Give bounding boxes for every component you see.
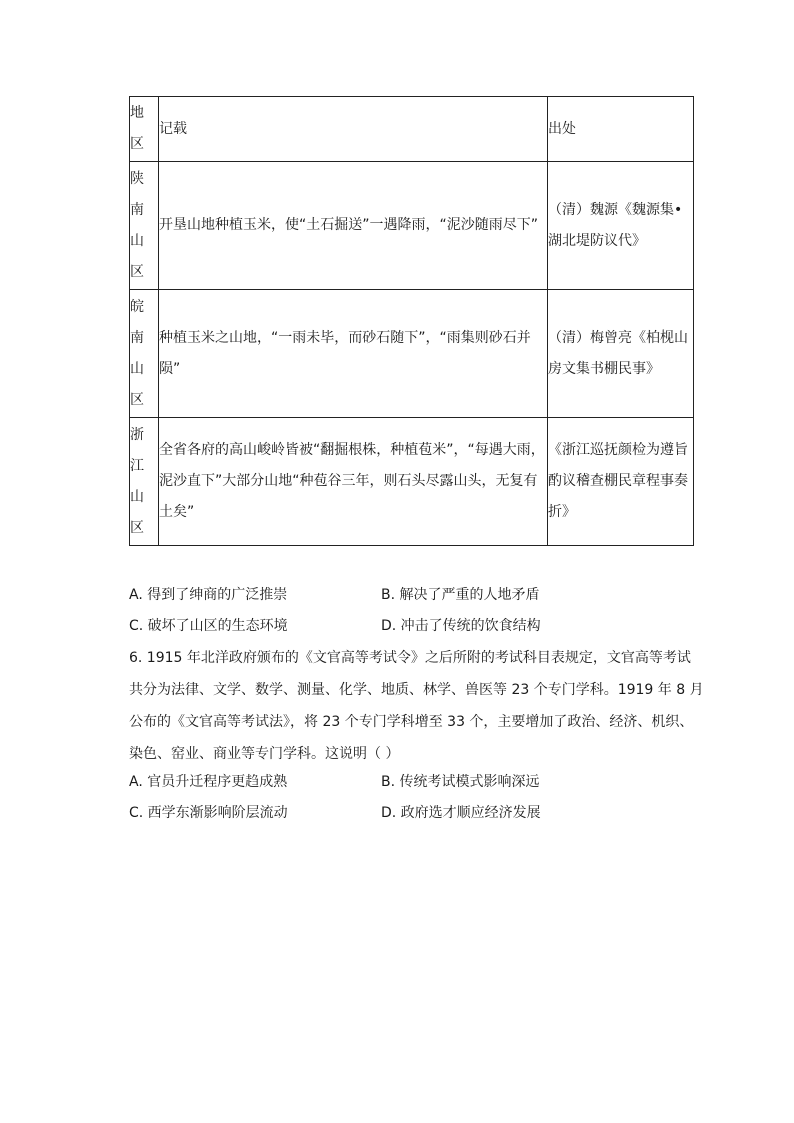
source-cell: 《浙江巡抚颜检为遵旨酌议稽查棚民章程事奏折》 [548,418,694,546]
region-cell [130,290,159,418]
record-text: 种植玉米之山地，“一雨未毕，而砂石随下”，“雨集则砂石并陨” [159,329,531,377]
header-region-char: 区 [130,136,144,152]
source-cell: （清）梅曾亮《柏枧山房文集书棚民事》 [548,290,694,418]
table-row [130,162,694,290]
region-char: 浙 [130,426,144,443]
record-cell [159,418,548,546]
q6-option-a[interactable]: A. 官员升迁程序更趋成熟 [129,774,288,790]
header-source: 出处 [548,97,694,162]
question-6-line: 共分为法律、文学、数学、测量、化学、地质、林学、兽医等 23 个专门学科。1919 年 8 月 [129,682,704,698]
q5-option-c[interactable]: C. 破坏了山区的生态环境 [129,618,288,634]
table-header-row [130,97,694,162]
q6-option-d[interactable]: D. 政府选才顺应经济发展 [381,805,541,821]
table-row [130,290,694,418]
record-text: 开垦山地种植玉米，使“土石掘送”一遇降雨，“泥沙随雨尽下” [159,217,539,233]
region-char: 江 [130,457,144,474]
region-char: 南 [130,201,144,218]
q6-option-c[interactable]: C. 西学东渐影响阶层流动 [129,805,288,821]
header-region [130,97,159,162]
region-char: 山 [130,488,144,505]
header-region-char: 地 [130,105,144,121]
q5-option-d[interactable]: D. 冲击了传统的饮食结构 [381,618,541,634]
source-cell: （清）魏源《魏源集•湖北堤防议代》 [548,162,694,290]
q5-option-a[interactable]: A. 得到了绅商的广泛推崇 [129,587,288,603]
question-6-stem [129,642,704,770]
region-char: 区 [130,519,144,536]
record-text: 全省各府的高山峻岭皆被“翻掘根株，种植苞米”，“每遇大雨，泥沙直下”大部分山地“种苞谷三年，则石头尽露山头，无复有土矣” [159,442,545,520]
question-6-line: 公布的《文官高等考试法》，将 23 个专门学科增至 33 个，主要增加了政治、经济、机织、 [129,714,694,730]
region-char: 区 [130,391,144,408]
q5-option-b[interactable]: B. 解决了严重的人地矛盾 [381,587,540,603]
region-char: 山 [130,232,144,249]
q6-option-b[interactable]: B. 传统考试模式影响深远 [381,774,540,790]
region-char: 南 [130,329,144,346]
region-char: 山 [130,360,144,377]
history-records-table [129,96,694,546]
record-cell [159,290,548,418]
region-cell [130,162,159,290]
region-char: 区 [130,263,144,280]
table-row [130,418,694,546]
record-cell [159,162,548,290]
question-6-line: 6. 1915 年北洋政府颁布的《文官高等考试令》之后所附的考试科目表规定，文官高等考试 [129,650,691,666]
region-char: 皖 [130,298,144,315]
region-char: 陕 [130,170,144,187]
region-cell [130,418,159,546]
question-6-line: 染色、窑业、商业等专门学科。这说明（ ） [129,746,400,762]
header-record: 记载 [159,97,548,162]
